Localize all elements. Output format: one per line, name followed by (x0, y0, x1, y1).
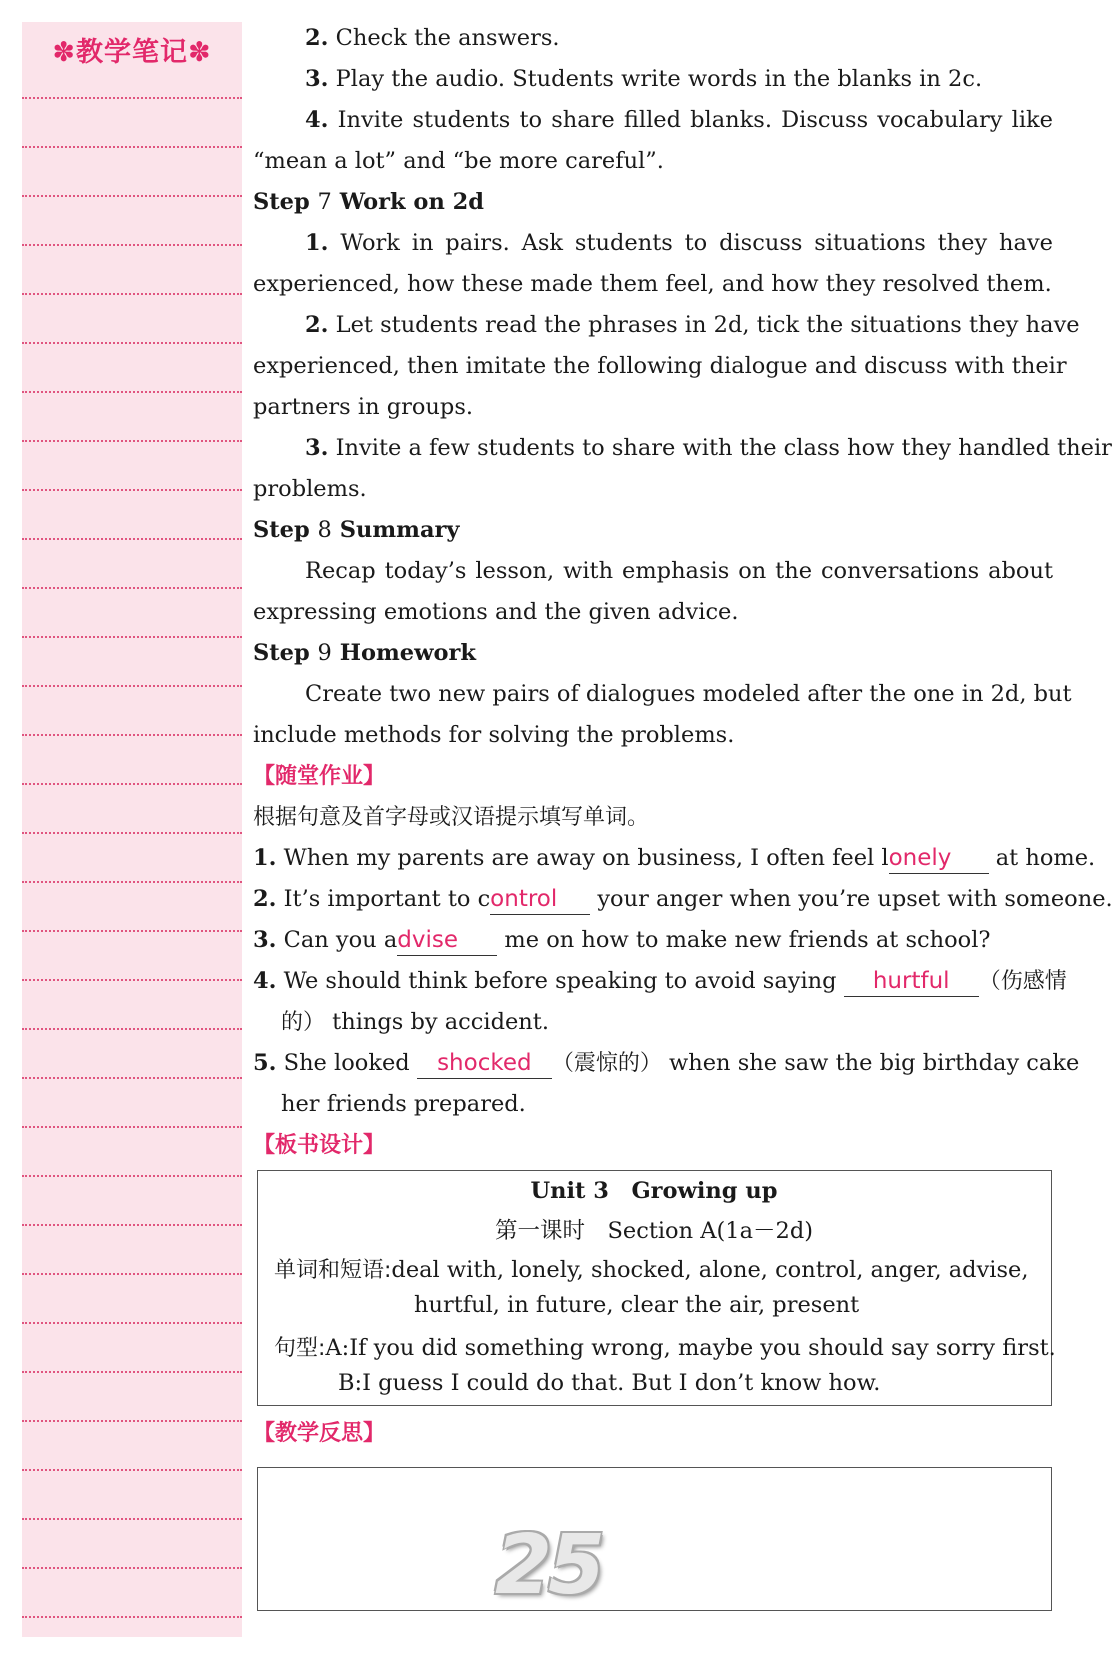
board-sentence-a: 句型:A:If you did something wrong, maybe you should say sorry first. (274, 1335, 1056, 1361)
s9-text: Create two new pairs of dialogues modeled after the one in 2d, but (305, 681, 1072, 707)
note-line (22, 1469, 242, 1471)
question-3: 3. Can you advise me on how to make new friends at school? (253, 920, 1053, 961)
notes-sidebar (22, 22, 242, 1637)
board-design-box (257, 1170, 1056, 1406)
note-line (22, 1518, 242, 1520)
exercise-instruction: 根据句意及首字母或汉语提示填写单词。 (253, 805, 650, 830)
note-line (22, 1420, 242, 1422)
question-4-cont: 的） things by accident. (281, 1009, 549, 1035)
note-line (22, 1077, 242, 1079)
step7-heading: Step 7 Work on 2d (253, 189, 485, 215)
reflection-box (257, 1467, 1052, 1611)
note-line (22, 1616, 242, 1618)
s7-item2-cont: experienced, then imitate the following dialogue and discuss with their (253, 353, 1067, 379)
answer-blank: ontrol (490, 884, 590, 915)
answer-blank: onely (889, 843, 989, 874)
note-line (22, 1371, 242, 1373)
note-line (22, 1273, 242, 1275)
note-line (22, 636, 242, 638)
note-line (22, 293, 242, 295)
note-line (22, 1028, 242, 1030)
answer-blank: shocked (417, 1048, 552, 1079)
lesson-content (253, 18, 1113, 1166)
s6-item4-cont: “mean a lot” and “be more careful”. (253, 148, 664, 174)
note-line (22, 979, 242, 981)
board-title: Unit 3 Growing up (530, 1178, 778, 1204)
s6-item4: 4. Invite students to share filled blanks. Discuss vocabulary like (305, 107, 1053, 133)
question-5-cont: her friends prepared. (281, 1091, 526, 1117)
question-5: 5. She looked shocked （震惊的） when she saw the big birthday cake (253, 1043, 1053, 1084)
board-vocab: 单词和短语:deal with, lonely, shocked, alone, control, anger, advise, (274, 1257, 1029, 1283)
note-line (22, 685, 242, 687)
note-line (22, 391, 242, 393)
note-line (22, 440, 242, 442)
note-line (22, 930, 242, 932)
s9-text-cont: include methods for solving the problems. (253, 722, 735, 748)
note-line (22, 1567, 242, 1569)
note-line (22, 881, 242, 883)
exercise-heading: 【随堂作业】 (253, 764, 386, 789)
note-line (22, 244, 242, 246)
board-vocab-cont: hurtful, in future, clear the air, present (414, 1292, 860, 1318)
board-heading: 【板书设计】 (253, 1133, 386, 1158)
note-line (22, 1175, 242, 1177)
note-line (22, 1224, 242, 1226)
note-line (22, 587, 242, 589)
s7-item3: 3. Invite a few students to share with the class how they handled their (305, 435, 1112, 461)
s6-item2: 2. Check the answers. (305, 25, 560, 51)
notes-title: ✽教学笔记✽ (52, 37, 212, 68)
question-4: 4. We should think before speaking to avoid saying hurtful （伤感情 (253, 961, 1053, 1002)
s7-item2: 2. Let students read the phrases in 2d, tick the situations they have (305, 312, 1080, 338)
step8-heading: Step 8 Summary (253, 517, 460, 543)
answer-blank: hurtful (844, 966, 979, 997)
note-line (22, 783, 242, 785)
board-sentence-b: B:I guess I could do that. But I don’t know how. (338, 1370, 881, 1396)
s7-item2-cont2: partners in groups. (253, 394, 474, 420)
note-line (22, 832, 242, 834)
s8-text: Recap today’s lesson, with emphasis on the conversations about (305, 558, 1053, 584)
note-line (22, 1322, 242, 1324)
step9-heading: Step 9 Homework (253, 640, 476, 666)
s7-item1: 1. Work in pairs. Ask students to discuss situations they have (305, 230, 1053, 256)
reflection-heading: 【教学反思】 (253, 1421, 386, 1446)
s6-item3: 3. Play the audio. Students write words in the blanks in 2c. (305, 66, 983, 92)
note-line (22, 195, 242, 197)
board-subtitle: 第一课时 Section A(1a－2d) (494, 1218, 813, 1244)
note-line (22, 489, 242, 491)
note-line (22, 734, 242, 736)
s7-item3-cont: problems. (253, 476, 367, 502)
note-line (22, 342, 242, 344)
page-number: 25 (494, 1518, 602, 1613)
note-line (22, 146, 242, 148)
note-line (22, 97, 242, 99)
question-1: 1. When my parents are away on business, I often feel lonely at home. (253, 838, 1053, 879)
note-line (22, 1126, 242, 1128)
question-2: 2. It’s important to control your anger when you’re upset with someone. (253, 879, 1053, 920)
note-line (22, 538, 242, 540)
s7-item1-cont: experienced, how these made them feel, and how they resolved them. (253, 271, 1052, 297)
s8-text-cont: expressing emotions and the given advice. (253, 599, 739, 625)
answer-blank: dvise (397, 925, 497, 956)
